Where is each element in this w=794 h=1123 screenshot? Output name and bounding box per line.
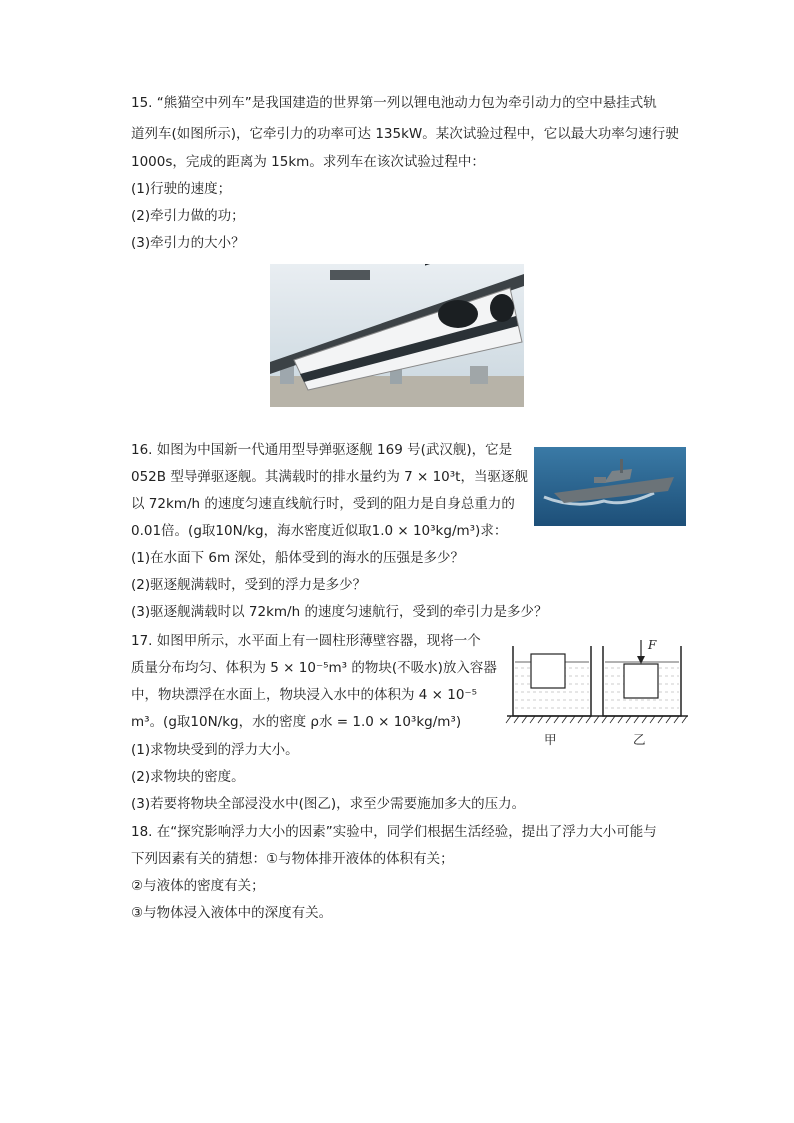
q18-line-4: ③与物体浸入液体中的深度有关。 <box>131 905 333 921</box>
q17-line-5: (1)求物块受到的浮力大小。 <box>131 742 299 758</box>
q17-line-3: 中，物块漂浮在水面上，物块浸入水中的体积为 4 × 10⁻⁵ <box>131 687 477 703</box>
destroyer-photo <box>534 447 686 526</box>
label-jia: 甲 <box>544 732 557 747</box>
q15-line-2: 道列车(如图所示)，它牵引力的功率可达 135kW。某次试验过程中，它以最大功率匀速行驶 <box>131 126 679 142</box>
q16-line-3: 以 72km/h 的速度匀速直线航行时，受到的阻力是自身总重力的 <box>131 496 515 512</box>
q18-line-1: 18. 在“探究影响浮力大小的因素”实验中，同学们根据生活经验，提出了浮力大小可能与 <box>131 824 657 840</box>
q15-line-5: (2)牵引力做的功； <box>131 208 245 224</box>
q17-line-1: 17. 如图甲所示，水平面上有一圆柱形薄壁容器，现将一个 <box>131 633 481 649</box>
q15-line-6: (3)牵引力的大小？ <box>131 235 245 251</box>
q18-line-3: ②与液体的密度有关； <box>131 878 265 894</box>
q16-line-2: 052B 型导弹驱逐舰。其满载时的排水量约为 7 × 10³t，当驱逐舰 <box>131 469 528 485</box>
q17-line-2: 质量分布均匀、体积为 5 × 10⁻⁵m³ 的物块(不吸水)放入容器 <box>131 660 497 676</box>
q15-line-3: 1000s，完成的距离为 15km。求列车在该次试验过程中： <box>131 154 485 170</box>
q17-line-7: (3)若要将物块全部浸没水中(图乙)，求至少需要施加多大的压力。 <box>131 796 526 812</box>
q15-line-1: 15. “熊猫空中列车”是我国建造的世界第一列以锂电池动力包为牵引动力的空中悬挂式轨 <box>131 95 657 111</box>
q17-line-4: m³。(g取10N/kg，水的密度 ρ水 = 1.0 × 10³kg/m³) <box>131 714 462 730</box>
label-yi: 乙 <box>633 732 646 747</box>
container-figure <box>505 638 690 748</box>
q17-line-6: (2)求物块的密度。 <box>131 769 245 785</box>
q18-line-2: 下列因素有关的猜想：①与物体排开液体的体积有关； <box>131 851 454 867</box>
q16-line-1: 16. 如图为中国新一代通用型导弹驱逐舰 169 号(武汉舰)，它是 <box>131 442 513 458</box>
force-label: F <box>648 638 657 652</box>
q16-line-5: (1)在水面下 6m 深处，船体受到的海水的压强是多少？ <box>131 550 464 566</box>
panda-train-photo <box>270 264 524 407</box>
q15-line-4: (1)行驶的速度； <box>131 181 232 197</box>
q16-line-4: 0.01倍。(g取10N/kg，海水密度近似取1.0 × 10³kg/m³)求： <box>131 523 508 539</box>
q16-line-6: (2)驱逐舰满载时，受到的浮力是多少？ <box>131 577 367 593</box>
q16-line-7: (3)驱逐舰满载时以 72km/h 的速度匀速航行，受到的牵引力是多少？ <box>131 604 548 620</box>
